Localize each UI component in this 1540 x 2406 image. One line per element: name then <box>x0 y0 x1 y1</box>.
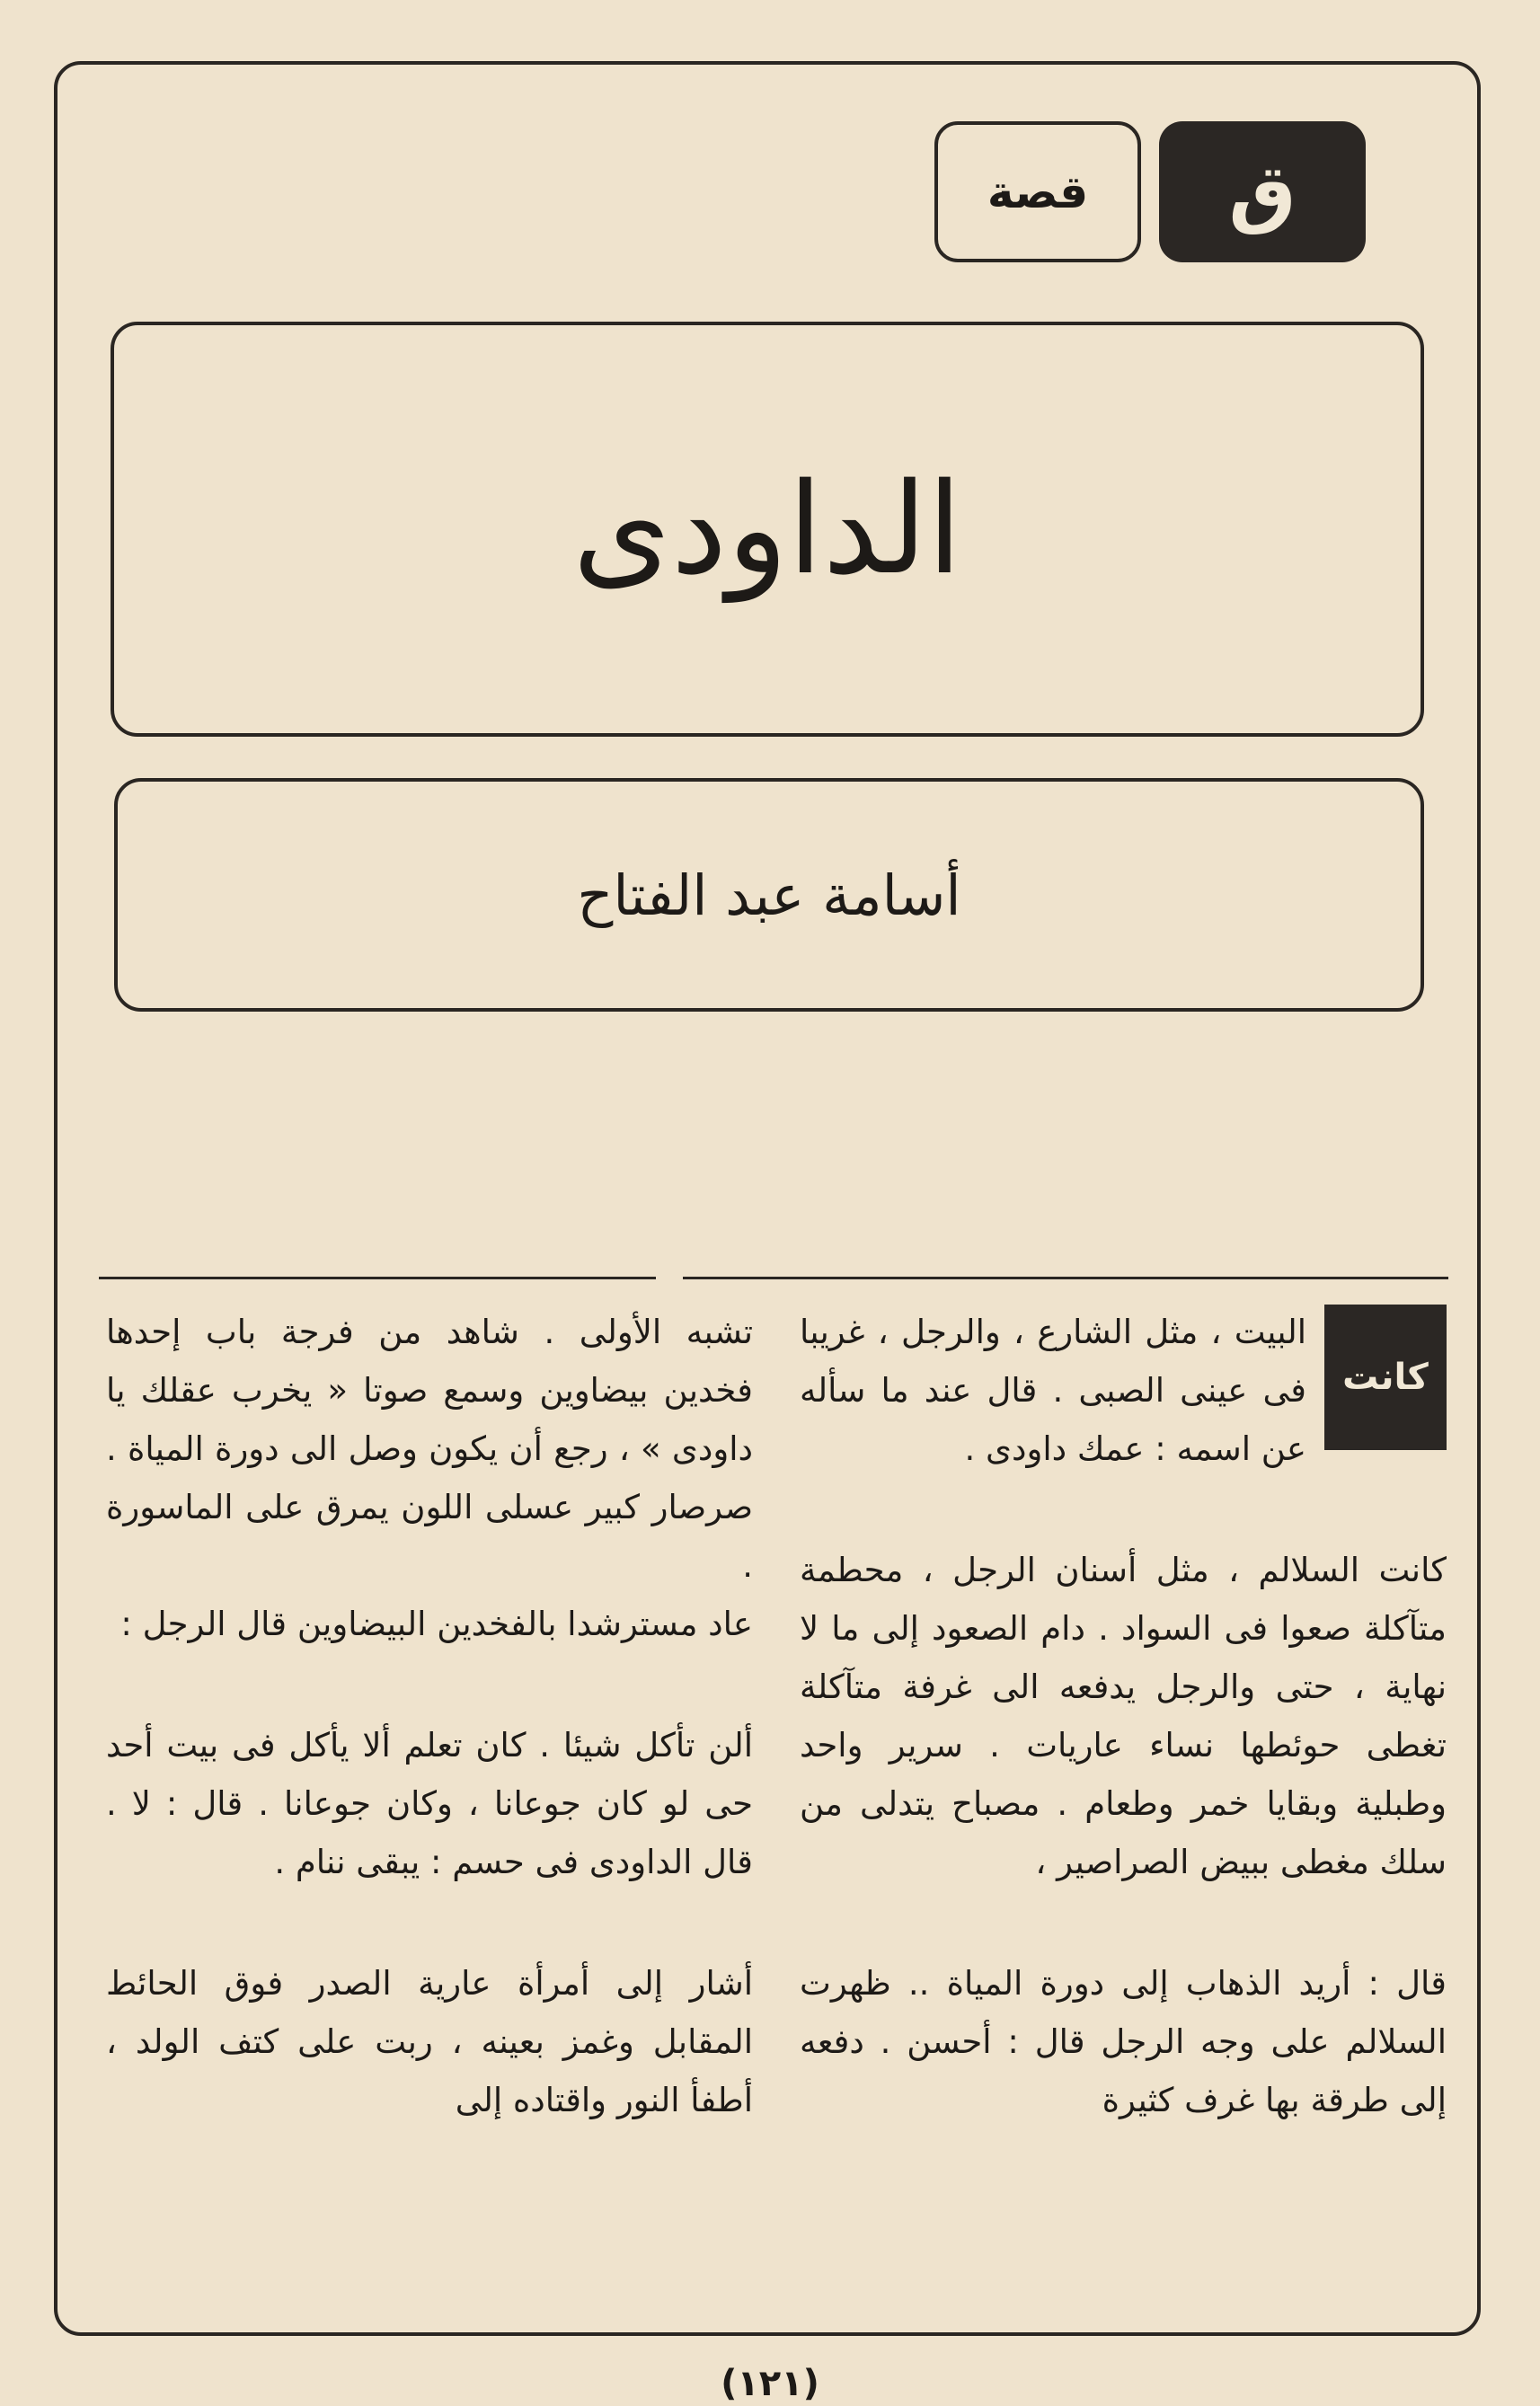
column-rule-left <box>99 1277 656 1279</box>
author-box <box>114 778 1424 1012</box>
title-box <box>111 322 1424 737</box>
paragraph: تشبه الأولى . شاهد من فرجة باب إحدها فخدين بيضاوين وسمع صوتا « يخرب عقلك يا داودى » ، رجع أن يكون وصل الى دورة المياة . صرصار كبير عسلى اللون يمرق على الماسورة . <box>106 1313 753 1585</box>
section-logo <box>1159 121 1366 262</box>
right-column <box>800 1303 1447 2129</box>
section-label <box>934 121 1141 262</box>
paragraph: كانت السلالم ، مثل أسنان الرجل ، محطمة متآكلة صعوا فى السواد . دام الصعود إلى ما لا نهاية ، حتى والرجل يدفعه الى غرفة متآكلة تغطى حوئطها نساء عاريات . سرير واحد وطبلية وبقايا خمر وطعام . مصباح يتدلى من سلك مغطى ببيض الصراصير ، <box>800 1551 1447 1881</box>
paragraph: ألن تأكل شيئا . كان تعلم ألا يأكل فى بيت أحد حى لو كان جوعانا ، وكان جوعانا . قال : لا . قال الداودى فى حسم : يبقى ننام . <box>106 1726 753 1881</box>
paragraph: البيت ، مثل الشارع ، والرجل ، غريبا فى عينى الصبى . قال عند ما سأله عن اسمه : عمك داودى . <box>800 1313 1306 1468</box>
story-author: أسامة عبد الفتاح <box>577 862 961 928</box>
page-number: (١٢١) <box>721 2363 819 2404</box>
paragraph: عاد مسترشدا بالفخدين البيضاوين قال الرجل : <box>120 1605 753 1643</box>
paragraph: أشار إلى أمرأة عارية الصدر فوق الحائط المقابل وغمز بعينه ، ربت على كتف الولد ، أطفأ النور واقتاده إلى <box>106 1964 753 2119</box>
column-rule-right <box>683 1277 1448 1279</box>
story-title: الداودى <box>572 456 962 603</box>
section-label-text: قصة <box>987 165 1089 218</box>
left-column <box>106 1303 753 2129</box>
paragraph: قال : أريد الذهاب إلى دورة المياة .. ظهرت السلالم على وجه الرجل قال : أحسن . دفعه إلى طرقة بها غرف كثيرة <box>800 1964 1447 2119</box>
section-logo-letter: ق <box>1228 147 1297 236</box>
drop-word: كانت <box>1324 1305 1447 1450</box>
